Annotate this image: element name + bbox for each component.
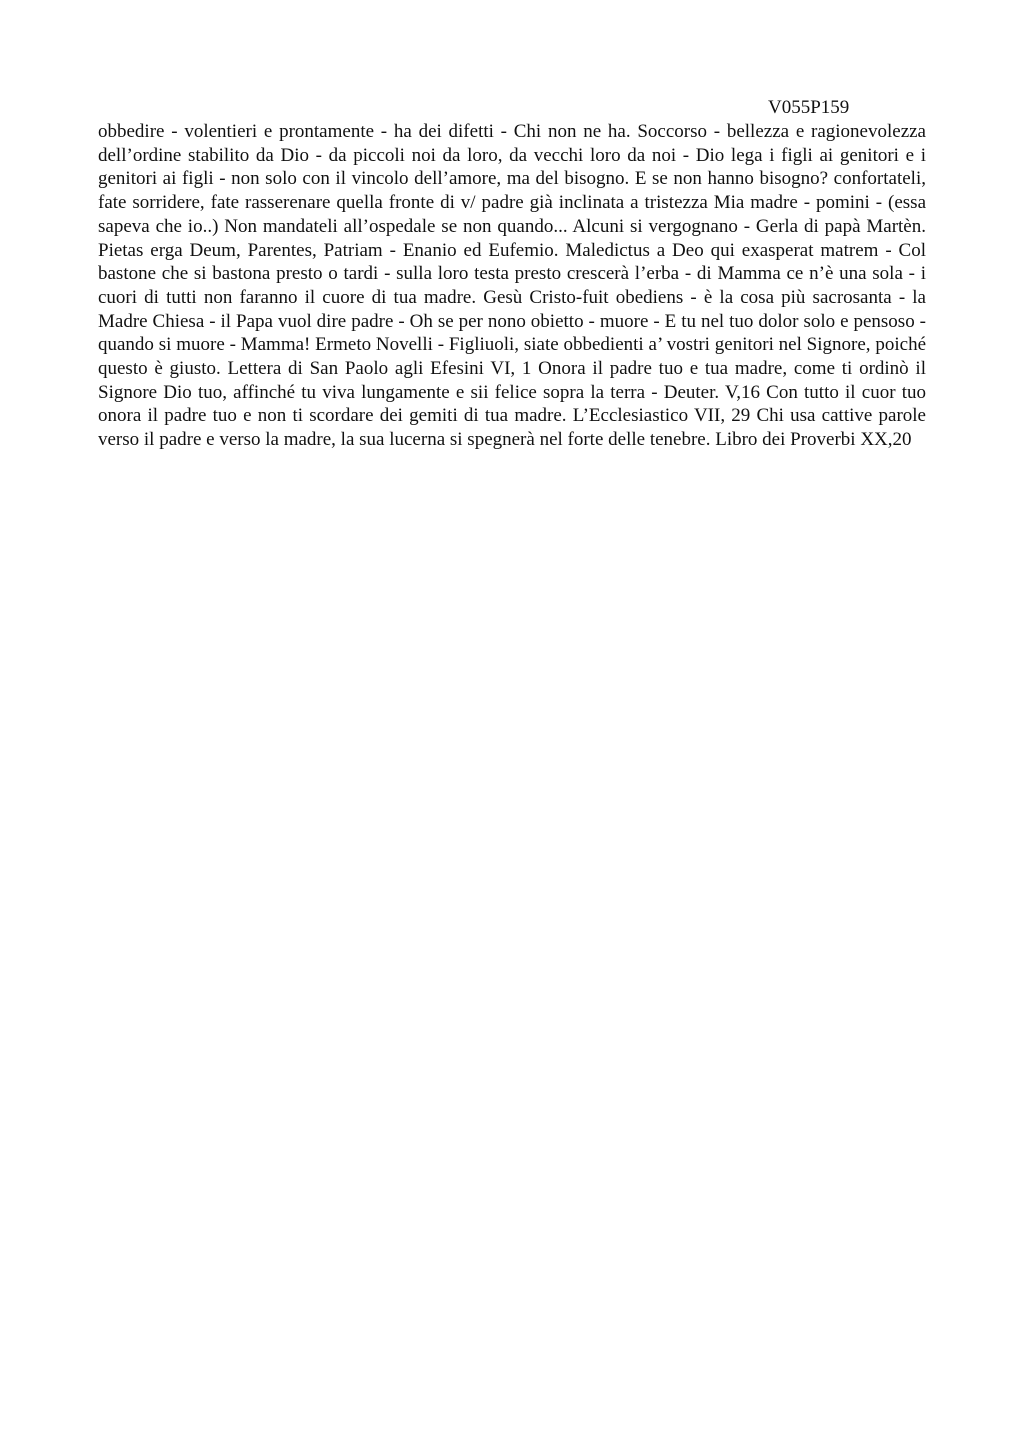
page-code: V055P159: [768, 97, 850, 118]
body-text: obbedire - volentieri e prontamente - ha dei difetti - Chi non ne ha. Soccorso - bellezza e ragionevolezza dell’ordine stabilito da Dio - da piccoli noi da loro, da vecchi loro da noi - Dio lega i figli ai genitori e i genitori ai figli - non solo con il vincolo dell’amore, ma del bisogno. E se non hanno bisogno? confortateli, fate sorridere, fate rasserenare quella fronte di v/ padre già inclinata a tristezza Mia madre - pomini - (essa sapeva che io..) Non mandateli all’ospedale se non quando... Alcuni si vergognano - Gerla di papà Martèn. Pietas erga Deum, Parentes, Patriam - Enanio ed Eufemio. Maledictus a Deo qui exasperat matrem - Col bastone che si bastona presto o tardi - sulla loro testa presto crescerà l’erba - di Mamma ce n’è una sola - i cuori di tutti non faranno il cuore di tua madre. Gesù Cristo-fuit obediens - è la cosa più sacrosanta - la Madre Chiesa - il Papa vuol dire padre - Oh se per nono obietto - muore - E tu nel tuo dolor solo e pensoso - quando si muore - Mamma! Ermeto Novelli - Figliuoli, siate obbedienti a’ vostri genitori nel Signore, poiché questo è giusto. Lettera di San Paolo agli Efesini VI, 1 Onora il padre tuo e tua madre, come ti ordinò il Signore Dio tuo, affinché tu viva lungamente e sii felice sopra la terra - Deuter. V,16 Con tutto il cuor tuo onora il padre tuo e non ti scordare dei gemiti di tua madre. L’Ecclesiastico VII, 29 Chi usa cattive parole verso il padre e verso la madre, la sua lucerna si spegnerà nel forte delle tenebre. Libro dei Proverbi XX,20: [98, 121, 926, 451]
